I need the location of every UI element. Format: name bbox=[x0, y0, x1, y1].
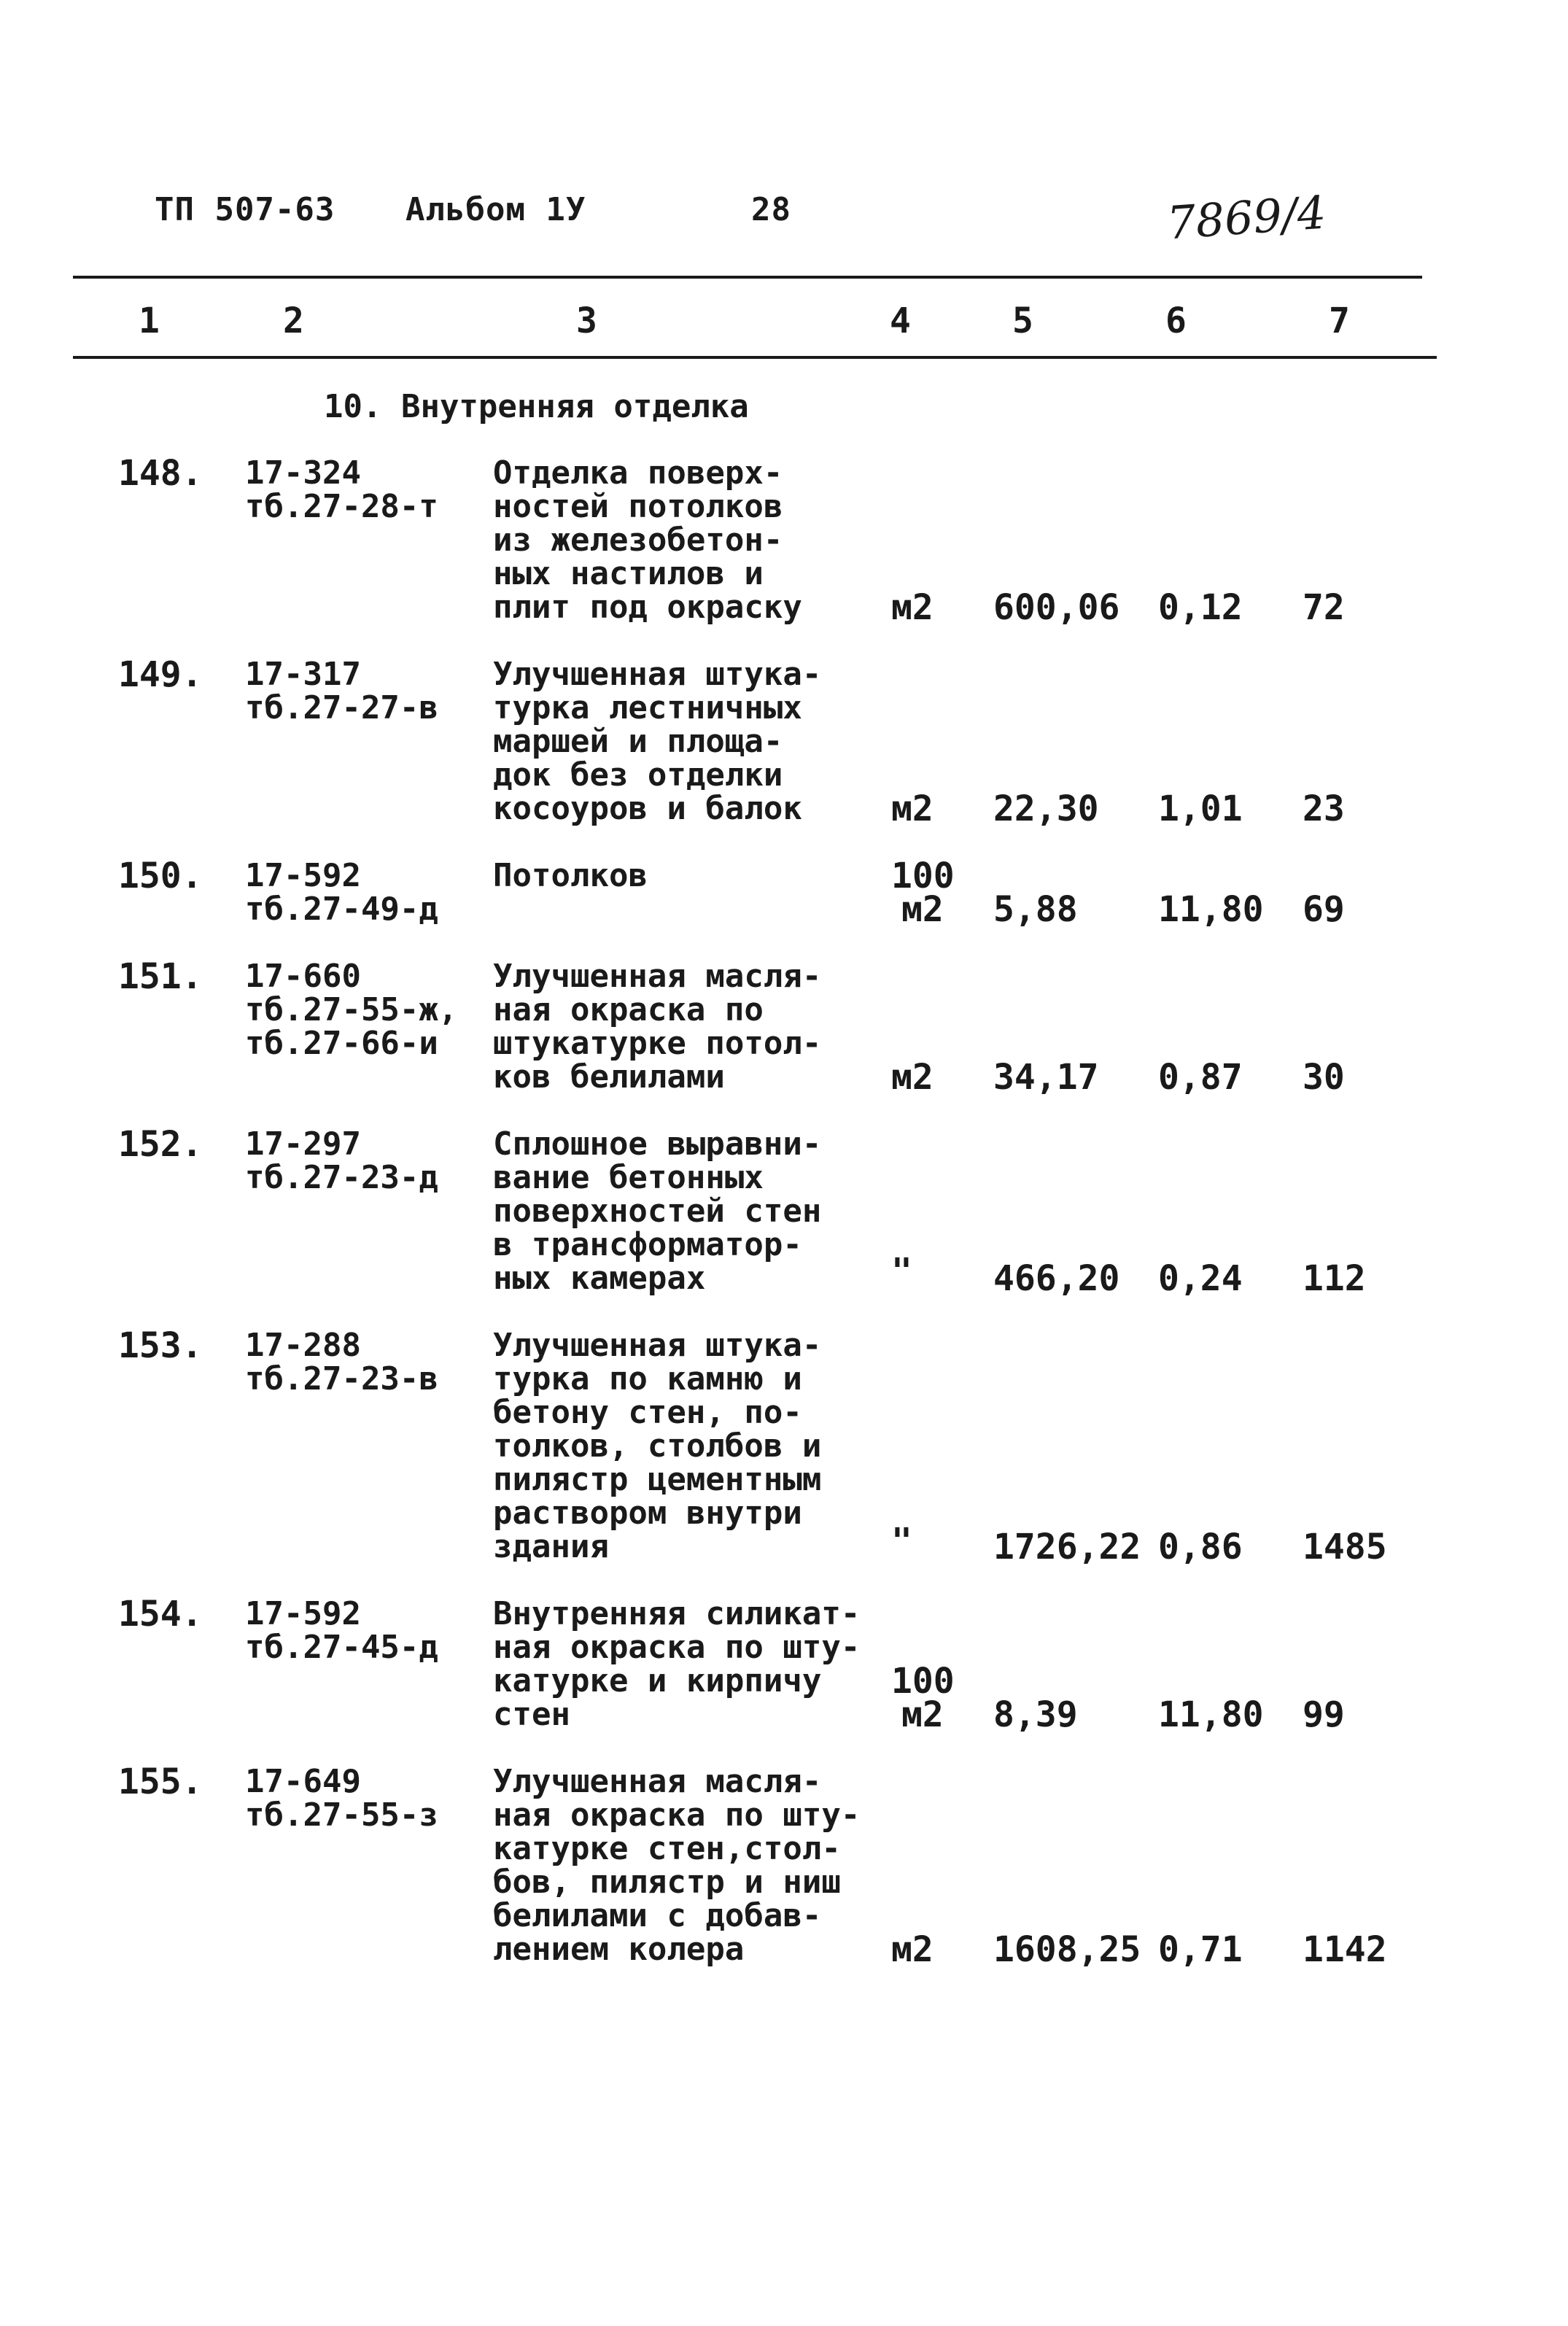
unit-rate: 0,12 bbox=[1158, 587, 1243, 628]
description-line: белилами с добав- bbox=[493, 1897, 822, 1934]
description-line: ная окраска по шту- bbox=[493, 1629, 861, 1666]
quantity: 8,39 bbox=[993, 1694, 1078, 1735]
row-number: 150. bbox=[118, 856, 203, 896]
description-line: маршей и площа- bbox=[493, 723, 783, 760]
unit-rate: 1,01 bbox=[1158, 788, 1243, 829]
norm-table-ref: тб.27-66-и bbox=[245, 1025, 438, 1062]
document-code: ТП 507-63 bbox=[155, 191, 335, 228]
description-line: ных камерах bbox=[493, 1260, 706, 1297]
unit: " bbox=[891, 1251, 912, 1292]
norm-code: 17-660 bbox=[245, 958, 361, 995]
unit: м2 bbox=[891, 1057, 934, 1098]
unit: м2 bbox=[901, 1694, 944, 1735]
album-label: Альбом 1У bbox=[405, 191, 586, 228]
norm-code: 17-288 bbox=[245, 1327, 361, 1364]
unit: м2 bbox=[891, 788, 934, 829]
row-number: 151. bbox=[118, 956, 203, 997]
total: 72 bbox=[1303, 587, 1345, 628]
description-line: пилястр цементным bbox=[493, 1461, 822, 1498]
page-number: 28 bbox=[751, 191, 791, 228]
description-line: из железобетон- bbox=[493, 522, 783, 559]
description-line: Улучшенная штука- bbox=[493, 656, 822, 693]
unit-rate: 11,80 bbox=[1158, 889, 1264, 930]
description-line: док без отделки bbox=[493, 756, 783, 794]
unit-rate: 0,86 bbox=[1158, 1527, 1243, 1567]
unit-rate: 0,87 bbox=[1158, 1057, 1243, 1098]
unit-rate: 0,71 bbox=[1158, 1929, 1243, 1970]
description-line: ков белилами bbox=[493, 1058, 725, 1096]
quantity: 1726,22 bbox=[993, 1527, 1141, 1567]
description-line: турка по камню и bbox=[493, 1360, 802, 1397]
norm-table-ref: тб.27-28-т bbox=[245, 488, 438, 525]
unit: м2 bbox=[891, 1929, 934, 1970]
top-rule bbox=[73, 276, 1422, 279]
norm-table-ref: тб.27-45-д bbox=[245, 1629, 438, 1666]
norm-table-ref: тб.27-55-з bbox=[245, 1796, 438, 1834]
handwritten-reference: 7869/4 bbox=[1165, 185, 1328, 250]
description-line: в трансформатор- bbox=[493, 1226, 802, 1263]
norm-code: 17-592 bbox=[245, 1595, 361, 1632]
column-number-3: 3 bbox=[576, 301, 597, 341]
description-line: раствором внутри bbox=[493, 1495, 802, 1532]
header-rule bbox=[73, 356, 1437, 359]
description-line: косоуров и балок bbox=[493, 790, 802, 827]
description-line: ная окраска по шту- bbox=[493, 1796, 861, 1834]
norm-table-ref: тб.27-27-в bbox=[245, 689, 438, 726]
row-number: 153. bbox=[118, 1325, 203, 1366]
norm-table-ref: тб.27-55-ж, bbox=[245, 991, 458, 1028]
description-line: плит под окраску bbox=[493, 589, 802, 626]
norm-table-ref: тб.27-49-д bbox=[245, 891, 438, 928]
description-line: катурке стен,стол- bbox=[493, 1830, 841, 1867]
total: 23 bbox=[1303, 788, 1345, 829]
unit: м2 bbox=[891, 587, 934, 628]
norm-table-ref: тб.27-23-д bbox=[245, 1159, 438, 1196]
description-line: Сплошное выравни- bbox=[493, 1125, 822, 1163]
description-line: поверхностей стен bbox=[493, 1193, 822, 1230]
norm-code: 17-592 bbox=[245, 857, 361, 894]
norm-code: 17-324 bbox=[245, 454, 361, 492]
description-line: вание бетонных bbox=[493, 1159, 764, 1196]
description-line: Улучшенная масля- bbox=[493, 1763, 822, 1800]
column-number-7: 7 bbox=[1329, 301, 1350, 341]
total: 112 bbox=[1303, 1258, 1366, 1299]
quantity: 22,30 bbox=[993, 788, 1099, 829]
unit: " bbox=[891, 1521, 912, 1562]
unit-rate: 0,24 bbox=[1158, 1258, 1243, 1299]
total: 1485 bbox=[1303, 1527, 1387, 1567]
description-line: стен bbox=[493, 1696, 570, 1733]
column-number-2: 2 bbox=[283, 301, 304, 341]
column-number-6: 6 bbox=[1165, 301, 1187, 341]
description-line: катурке и кирпичу bbox=[493, 1662, 822, 1699]
norm-table-ref: тб.27-23-в bbox=[245, 1360, 438, 1397]
description-line: турка лестничных bbox=[493, 689, 802, 726]
norm-code: 17-317 bbox=[245, 656, 361, 693]
unit: 100 bbox=[891, 1661, 955, 1702]
unit: 100 bbox=[891, 856, 955, 896]
quantity: 600,06 bbox=[993, 587, 1120, 628]
description-line: лением колера bbox=[493, 1931, 745, 1968]
unit-rate: 11,80 bbox=[1158, 1694, 1264, 1735]
total: 69 bbox=[1303, 889, 1345, 930]
row-number: 148. bbox=[118, 453, 203, 494]
quantity: 34,17 bbox=[993, 1057, 1099, 1098]
description-line: Отделка поверх- bbox=[493, 454, 783, 492]
description-line: Улучшенная штука- bbox=[493, 1327, 822, 1364]
description-line: бов, пилястр и ниш bbox=[493, 1864, 841, 1901]
description-line: ная окраска по bbox=[493, 991, 764, 1028]
total: 99 bbox=[1303, 1694, 1345, 1735]
description-line: Внутренняя силикат- bbox=[493, 1595, 861, 1632]
unit: м2 bbox=[901, 889, 944, 930]
description-line: Улучшенная масля- bbox=[493, 958, 822, 995]
description-line: толков, столбов и bbox=[493, 1427, 822, 1465]
quantity: 5,88 bbox=[993, 889, 1078, 930]
row-number: 154. bbox=[118, 1594, 203, 1635]
column-number-5: 5 bbox=[1012, 301, 1033, 341]
description-line: бетону стен, по- bbox=[493, 1394, 802, 1431]
description-line: штукатурке потол- bbox=[493, 1025, 822, 1062]
quantity: 1608,25 bbox=[993, 1929, 1141, 1970]
section-title: 10. Внутренняя отделка bbox=[324, 388, 749, 425]
row-number: 155. bbox=[118, 1761, 203, 1802]
norm-code: 17-297 bbox=[245, 1125, 361, 1163]
row-number: 152. bbox=[118, 1124, 203, 1165]
column-number-4: 4 bbox=[890, 301, 911, 341]
description-line: Потолков bbox=[493, 857, 648, 894]
quantity: 466,20 bbox=[993, 1258, 1120, 1299]
description-line: ностей потолков bbox=[493, 488, 783, 525]
description-line: ных настилов и bbox=[493, 555, 764, 592]
description-line: здания bbox=[493, 1528, 609, 1565]
column-number-1: 1 bbox=[139, 301, 160, 341]
total: 1142 bbox=[1303, 1929, 1387, 1970]
total: 30 bbox=[1303, 1057, 1345, 1098]
norm-code: 17-649 bbox=[245, 1763, 361, 1800]
row-number: 149. bbox=[118, 654, 203, 695]
